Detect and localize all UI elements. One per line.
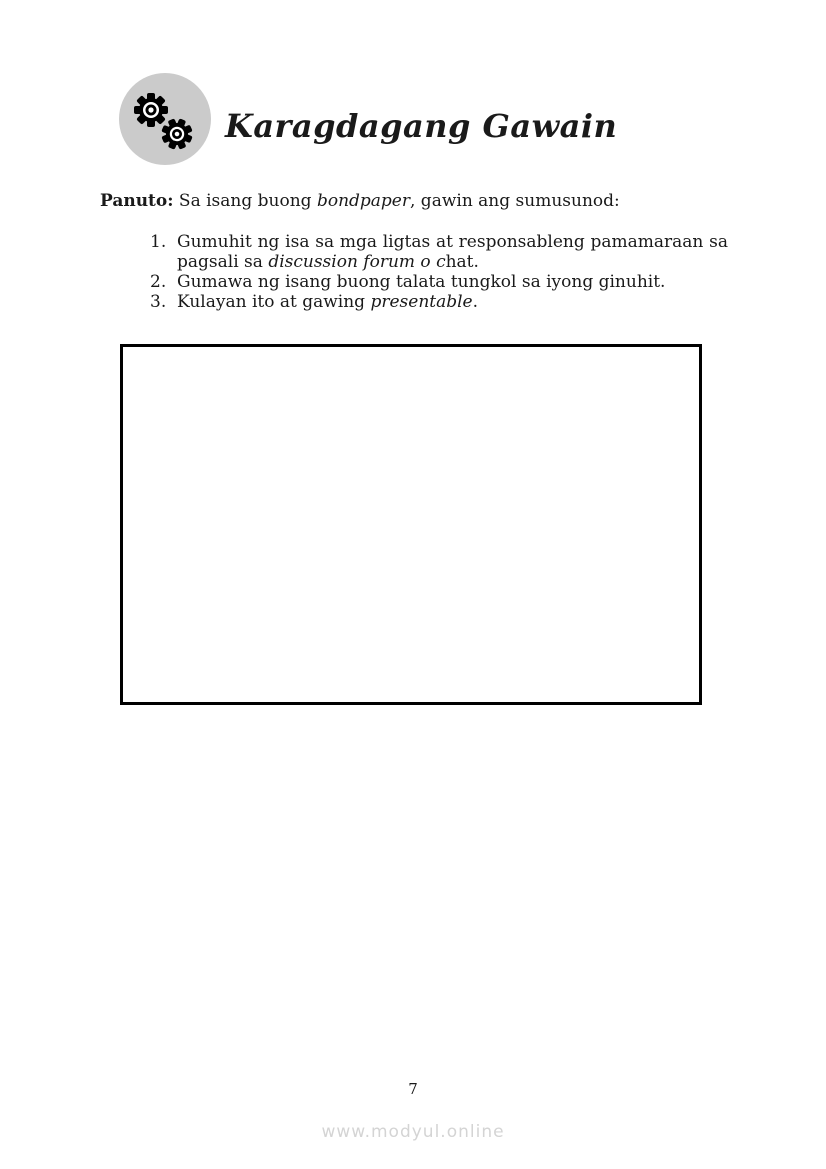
list-item bbox=[150, 232, 728, 272]
list-item-number: 1. bbox=[150, 232, 167, 252]
instructions-line bbox=[100, 191, 728, 211]
list-item-text-post: . bbox=[472, 292, 479, 312]
drawing-box bbox=[120, 344, 702, 705]
list-item-text bbox=[177, 232, 728, 272]
instructions-text-italic: bondpaper bbox=[316, 191, 410, 211]
list-item-number: 2. bbox=[150, 272, 167, 292]
list-item-text bbox=[177, 292, 728, 312]
instructions-text-post: , gawin ang sumusunod: bbox=[410, 191, 620, 211]
task-list bbox=[150, 232, 728, 312]
list-item-text bbox=[177, 272, 728, 292]
list-item-number: 3. bbox=[150, 292, 167, 312]
watermark: www.modyul.online bbox=[321, 1122, 505, 1142]
list-item-text-pre: Gumawa ng isang buong talata tungkol sa iyong ginuhit. bbox=[177, 272, 666, 292]
instructions-text-pre: Sa isang buong bbox=[173, 191, 317, 211]
gears-icon bbox=[119, 73, 211, 165]
list-item-text-post: hat. bbox=[445, 252, 479, 272]
list-item-text-pre: Kulayan ito at gawing bbox=[177, 292, 371, 312]
instructions-label: Panuto: bbox=[100, 191, 174, 211]
list-item-text-pre: Gumuhit ng isa sa mga ligtas at responsableng pamamaraan sa pagsali sa bbox=[177, 232, 728, 272]
list-item bbox=[150, 272, 728, 292]
list-item bbox=[150, 292, 728, 312]
page-number: 7 bbox=[408, 1080, 418, 1098]
list-item-text-italic: presentable bbox=[370, 292, 473, 312]
list-item-text-italic: discussion forum o c bbox=[268, 252, 446, 272]
page-title: Karagdagang Gawain bbox=[225, 107, 618, 145]
